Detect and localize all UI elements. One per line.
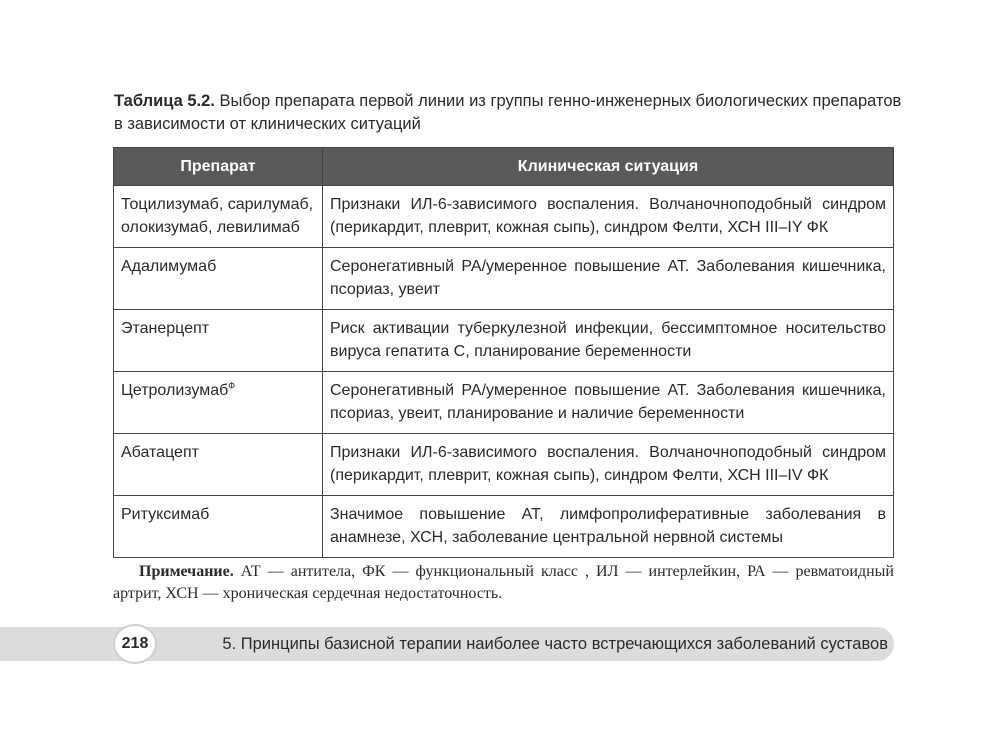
drug-cell xyxy=(114,372,323,434)
table-header-row xyxy=(114,148,894,186)
drug-cell xyxy=(114,310,323,372)
note-text: АТ — антитела, ФК — функциональный класс , ИЛ — интерлейкин, РА — ревматоидный артрит, ХСН — хроническая сердечная недостаточность. xyxy=(113,563,894,602)
situation-cell: Серонегативный РА/умеренное повышение АТ. Заболевания кишечника, псориаз, увеит xyxy=(323,248,894,310)
drug-name: Тоцилизумаб, сарилумаб, олокизумаб, левилимаб xyxy=(121,196,314,236)
drug-name: Ритуксимаб xyxy=(121,506,210,523)
situation-cell: Серонегативный РА/умеренное повышение АТ. Заболевания кишечника, псориаз, увеит, планирование и наличие беременности xyxy=(323,372,894,434)
table-note xyxy=(113,561,894,605)
table-row xyxy=(114,186,894,248)
drug-cell xyxy=(114,434,323,496)
page-number: 218 xyxy=(113,624,157,664)
situation-cell: Признаки ИЛ-6-зависимого воспаления. Волчаночноподобный синдром (перикардит, плеврит, кожная сыпь), синдром Фелти, ХСН III–IY ФК xyxy=(323,186,894,248)
header-drug: Препарат xyxy=(114,148,323,186)
chapter-title: 5. Принципы базисной терапии наиболее часто встречающихся заболеваний суставов xyxy=(222,635,888,653)
drug-name: Абатацепт xyxy=(121,444,199,461)
situation-cell: Признаки ИЛ-6-зависимого воспаления. Волчаночноподобный синдром (перикардит, плеврит, кожная сыпь), синдром Фелти, ХСН III–IV ФК xyxy=(323,434,894,496)
drug-cell xyxy=(114,186,323,248)
table-row xyxy=(114,372,894,434)
drug-registration-mark: Ф xyxy=(228,380,236,391)
drug-selection-table xyxy=(113,147,894,558)
situation-cell: Значимое повышение АТ, лимфопролиферативные заболевания в анамнезе, ХСН, заболевание центральной нервной системы xyxy=(323,496,894,558)
table-row xyxy=(114,434,894,496)
table-row xyxy=(114,248,894,310)
note-label: Примечание. xyxy=(139,563,234,580)
header-situation: Клиническая ситуация xyxy=(323,148,894,186)
caption-text: Выбор препарата первой линии из группы генно-инженерных биологических препаратов в зависимости от клинических ситуаций xyxy=(114,92,902,133)
drug-cell xyxy=(114,248,323,310)
caption-label: Таблица 5.2. xyxy=(114,92,215,110)
drug-name: Цетролизумаб xyxy=(121,382,229,399)
table-row xyxy=(114,310,894,372)
drug-cell xyxy=(114,496,323,558)
situation-cell: Риск активации туберкулезной инфекции, бессимптомное носительство вируса гепатита С, планирование беременности xyxy=(323,310,894,372)
table-caption xyxy=(114,90,904,136)
drug-name: Адалимумаб xyxy=(121,258,217,275)
drug-name: Этанерцепт xyxy=(121,320,210,337)
table-row xyxy=(114,496,894,558)
